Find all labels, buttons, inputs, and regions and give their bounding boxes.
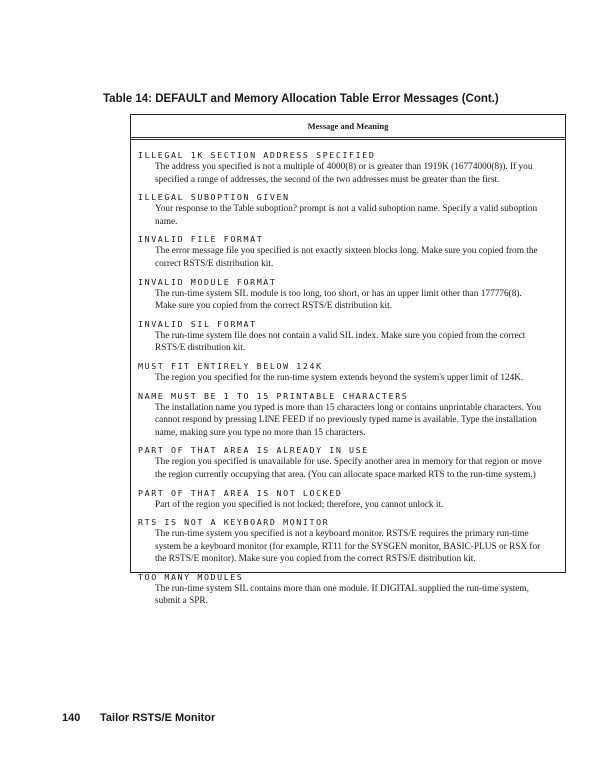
error-meaning: Part of the region you specified is not locked; therefore, you cannot unlock it.: [155, 499, 444, 510]
error-meaning: The region you specified is unavailable for use. Specify another area in memory for that region or move the region currently occupying that area. (You can allocate space marked RTS to the run-time system.): [155, 457, 542, 480]
table-row: [138, 276, 565, 313]
error-message: PART OF THAT AREA IS NOT LOCKED: [138, 487, 343, 498]
error-meaning: The installation name you typed is more than 15 characters long or contains unprintable characters. You cannot respond by pressing LINE FEED if no previously typed name is available. Type the installation name, making sure you type no more than 15 characters.: [155, 402, 541, 438]
table-row: [138, 149, 565, 186]
table-row: [138, 487, 565, 512]
table-row: [138, 444, 565, 481]
error-meaning: The run-time system SIL contains more than one module. If DIGITAL supplied the run-time system, submit a SPR.: [155, 583, 529, 607]
error-message: ILLEGAL SUBOPTION GIVEN: [138, 192, 290, 203]
table-row: [138, 318, 565, 355]
error-meaning: The run-time system SIL module is too long, too short, or has an upper limit other than 177776(8). Make sure you copied from the correct RSTS/E distribution kit.: [155, 288, 522, 312]
table-header: Message and Meaning: [131, 115, 565, 140]
table-row: [138, 516, 565, 566]
error-message: NAME MUST BE 1 TO 15 PRINTABLE CHARACTERS: [138, 390, 409, 401]
error-message: ILLEGAL 1K SECTION ADDRESS SPECIFIED: [138, 150, 376, 160]
table-body: [131, 140, 565, 608]
error-message: INVALID SIL FORMAT: [138, 318, 257, 329]
error-meaning: The region you specified for the run-time system extends beyond the system's upper limit of 124K.: [155, 372, 524, 383]
table-row: [138, 360, 565, 385]
table-row: [138, 191, 565, 228]
error-meaning: The run-time system file does not contain a valid SIL index. Make sure you copied from the correct RSTS/E distribution kit.: [155, 330, 526, 354]
error-meaning: The run-time system you specified is not a keyboard monitor. RSTS/E requires the primary run-time system be a keyboard monitor (for example, RT11 for the SYSGEN monitor, BASIC-PLUS or RSX for the RSTS/E monitor). Make sure you copied from the correct RSTS/E distribution kit.: [155, 529, 541, 565]
error-message: INVALID FILE FORMAT: [138, 234, 264, 245]
table-title: Table 14: DEFAULT and Memory Allocation Table Error Messages (Cont.): [103, 93, 499, 105]
error-message: MUST FIT ENTIRELY BELOW 124K: [138, 360, 323, 371]
error-message: INVALID MODULE FORMAT: [138, 276, 277, 287]
error-meaning: The error message file you specified is not exactly sixteen blocks long. Make sure you copied from the correct RSTS/E distribution kit.: [155, 246, 538, 269]
error-meaning: The address you specified is not a multiple of 4000(8) or is greater than 1919K (16774000(8)). If you specified a range of addresses, the second of the two addresses must be greater than the first.: [155, 162, 533, 185]
error-message: TOO MANY MODULES: [138, 571, 244, 582]
table-row: [138, 390, 565, 440]
error-message: RTS IS NOT A KEYBOARD MONITOR: [138, 517, 330, 528]
error-meaning: Your response to the Table suboption? prompt is not a valid suboption name. Specify a valid suboption name.: [155, 204, 538, 227]
error-message-table: [130, 114, 566, 607]
error-message: PART OF THAT AREA IS ALREADY IN USE: [138, 445, 369, 456]
table-row: [138, 571, 565, 608]
page-number: 140: [62, 712, 81, 724]
table-row: [138, 233, 565, 270]
book-title: Tailor RSTS/E Monitor: [100, 712, 216, 724]
